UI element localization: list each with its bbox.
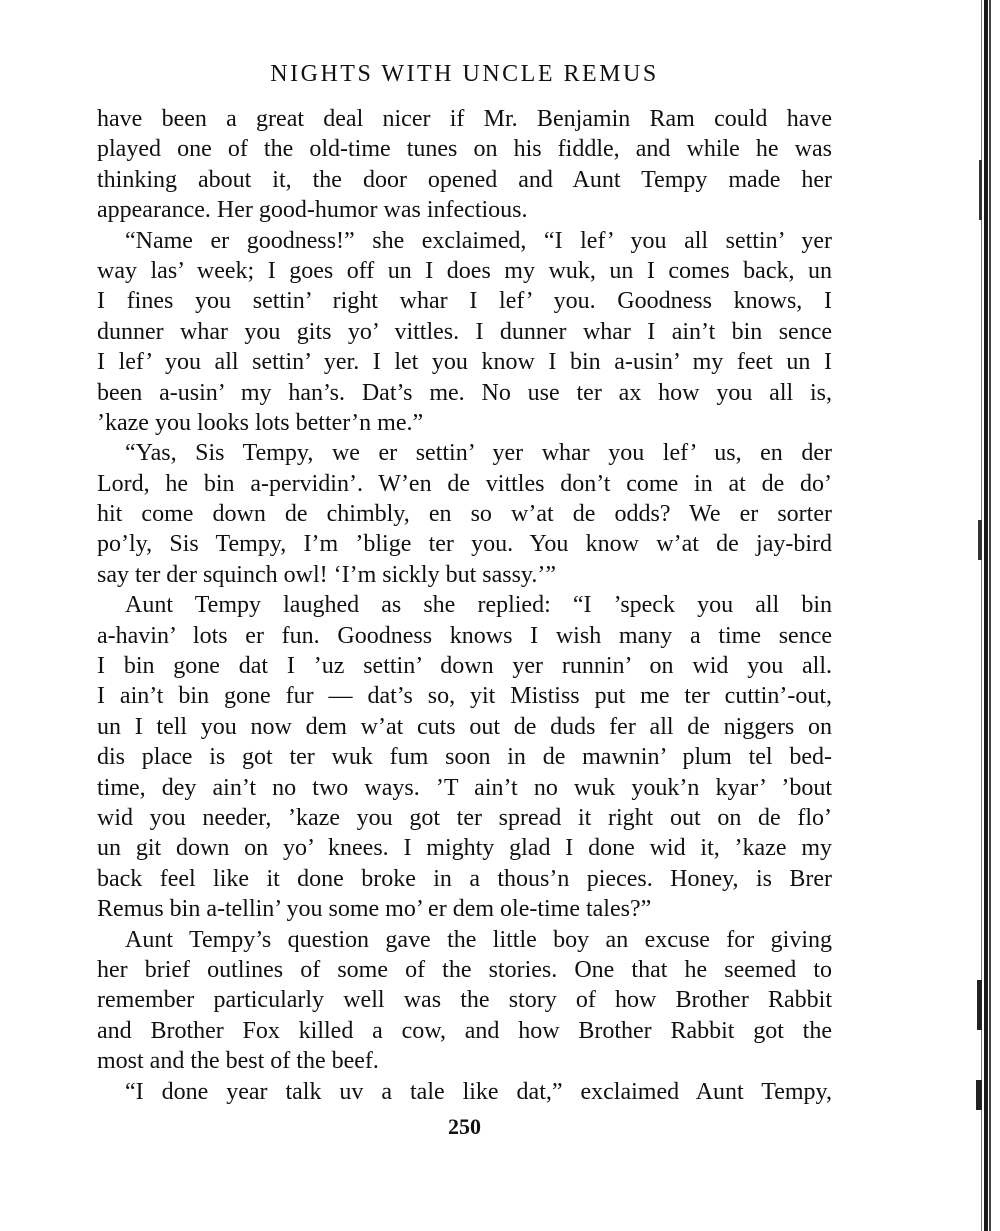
text-line: Aunt Tempy’s question gave the little boy an excuse for giving	[125, 926, 832, 953]
running-head-title: NIGHTS WITH UNCLE REMUS	[270, 61, 659, 87]
text-line: un git down on yo’ knees. I mighty glad I done wid it, ’kaze my	[97, 835, 832, 862]
text-line: I lef’ you all settin’ yer. I let you know I bin a-usin’ my feet un I	[97, 349, 832, 376]
text-line: Lord, he bin a-pervidin’. W’en de vittles don’t come in at de do’	[97, 470, 832, 497]
text-line: a-havin’ lots er fun. Goodness knows I wish many a time sence	[97, 622, 832, 649]
text-line: remember particularly well was the story of how Brother Rabbit	[97, 987, 832, 1014]
body-text	[97, 104, 832, 1107]
text-line: and Brother Fox killed a cow, and how Brother Rabbit got the	[97, 1017, 832, 1044]
text-line: po’ly, Sis Tempy, I’m ’blige ter you. You know w’at de jay-bird	[97, 531, 832, 558]
text-line: I ain’t bin gone fur — dat’s so, yit Mistiss put me ter cuttin’-out,	[97, 683, 832, 710]
text-line: “Name er goodness!” she exclaimed, “I lef’ you all settin’ yer	[125, 227, 832, 254]
text-line: way las’ week; I goes off un I does my wuk, un I comes back, un	[97, 257, 832, 284]
text-line: back feel like it done broke in a thous’n pieces. Honey, is Brer	[97, 865, 832, 892]
text-line: I bin gone dat I ’uz settin’ down yer runnin’ on wid you all.	[97, 653, 832, 680]
scanned-binding-edge	[960, 0, 1000, 1231]
text-line: most and the best of the beef.	[97, 1048, 379, 1075]
text-line: dunner whar you gits yo’ vittles. I dunner whar I ain’t bin sence	[97, 318, 832, 345]
text-line: thinking about it, the door opened and Aunt Tempy made her	[97, 166, 832, 193]
text-line: wid you needer, ’kaze you got ter spread it right out on de flo’	[97, 804, 832, 831]
text-line: hit come down de chimbly, en so w’at de odds? We er sorter	[97, 501, 832, 528]
text-line: dis place is got ter wuk fum soon in de mawnin’ plum tel bed-	[97, 744, 832, 771]
text-line: time, dey ain’t no two ways. ’T ain’t no wuk youk’n kyar’ ’bout	[97, 774, 832, 801]
text-line: ’kaze you looks lots better’n me.”	[97, 409, 424, 436]
text-line: Aunt Tempy laughed as she replied: “I ’speck you all bin	[125, 592, 832, 619]
text-line: appearance. Her good-humor was infectious.	[97, 197, 528, 224]
text-line: I fines you settin’ right whar I lef’ you. Goodness knows, I	[97, 288, 832, 315]
text-line: say ter der squinch owl! ‘I’m sickly but sassy.’”	[97, 561, 556, 588]
text-line: been a-usin’ my han’s. Dat’s me. No use ter ax how you all is,	[97, 379, 832, 406]
text-line: have been a great deal nicer if Mr. Benjamin Ram could have	[97, 106, 832, 132]
page-number: 250	[448, 1114, 481, 1139]
text-line: “Yas, Sis Tempy, we er settin’ yer whar you lef’ us, en der	[125, 440, 832, 467]
text-line: un I tell you now dem w’at cuts out de duds fer all de niggers on	[97, 713, 832, 740]
text-line: her brief outlines of some of the stories. One that he seemed to	[97, 956, 832, 983]
text-line: “I done year talk uv a tale like dat,” exclaimed Aunt Tempy,	[125, 1078, 832, 1105]
text-line: played one of the old-time tunes on his fiddle, and while he was	[97, 136, 832, 163]
text-line: Remus bin a-tellin’ you some mo’ er dem ole-time tales?”	[97, 896, 652, 923]
